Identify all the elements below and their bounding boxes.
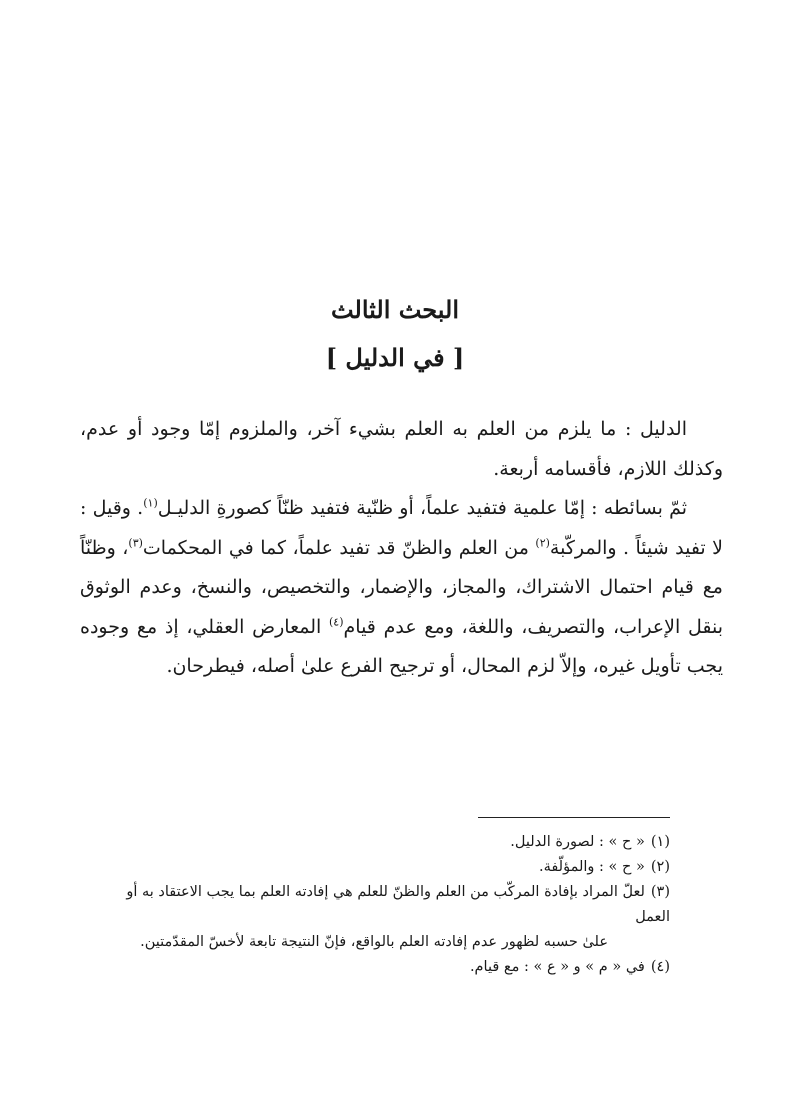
paragraph-2-part-e: المعارض العقلي، إذ مع وجوده يجب تأويل غيره، وإلاّ لزم المحال، أو ترجيح الفرع علىٰ أصله، فيطرحان. <box>80 615 723 677</box>
footnote-3 <box>92 880 670 930</box>
footnote-2 <box>92 855 670 880</box>
footnote-text: في « م » و « ع » : مع قيام. <box>469 959 645 975</box>
footnote-ref-2: (٢) <box>535 536 550 550</box>
footnote-number: (٣) <box>650 884 670 900</box>
footnotes <box>92 830 670 980</box>
footnote-text: لعلّ المراد بإفادة المركّب من العلم والظنّ للعلم هي إفادته العلم بما يجب الاعتقاد به أو العمل <box>126 884 670 925</box>
footnote-separator <box>478 817 670 818</box>
paragraph-2-part-c: من العلم والظنّ قد تفيد علماً، كما في المحكمات <box>142 536 536 559</box>
footnote-1 <box>92 830 670 855</box>
main-text <box>80 410 723 687</box>
paragraph-2-part-d: ، وظنّاً مع قيام احتمال الاشتراك، والمجاز، والإضمار، والتخصيص، والنسخ، وعدم الوثوق بنقل الإعراب، والتصريف، واللغة، ومع عدم قيام <box>80 536 723 638</box>
paragraph-2-part-a: ثمّ بسائطه : إمّا علمية فتفيد علماً، أو ظنّية فتفيد ظنّاً كصورةِ الدليـل <box>157 497 687 519</box>
paragraph-2 <box>80 489 723 687</box>
section-title: البحث الثالث <box>330 295 460 324</box>
footnote-number: (٢) <box>650 859 670 875</box>
section-subtitle: [ في الدليل ] <box>325 343 465 372</box>
footnote-text: « ح » : والمؤلّفة. <box>538 859 645 875</box>
paragraph-2-part-b: . وقيل : لا تفيد شيئاً . والمركّبة <box>80 497 723 559</box>
footnote-number: (١) <box>650 834 670 850</box>
footnote-ref-4: (٤) <box>329 615 344 629</box>
footnote-number: (٤) <box>650 959 670 975</box>
paragraph-1: الدليل : ما يلزم من العلم به العلم بشيء آخر، والملزوم إمّا وجود أو عدم، وكذلك اللازم، فأقسامه أربعة. <box>80 418 723 480</box>
footnote-4 <box>92 955 670 980</box>
footnote-3-continuation: علىٰ حسبه لظهور عدم إفادته العلم بالواقع، فإنّ النتيجة تابعة لأخسّ المقدّمتين. <box>140 934 608 950</box>
footnote-ref-1: (١) <box>143 496 158 510</box>
footnote-text: « ح » : لصورة الدليل. <box>510 834 645 850</box>
footnote-ref-3: (٣) <box>128 536 143 550</box>
